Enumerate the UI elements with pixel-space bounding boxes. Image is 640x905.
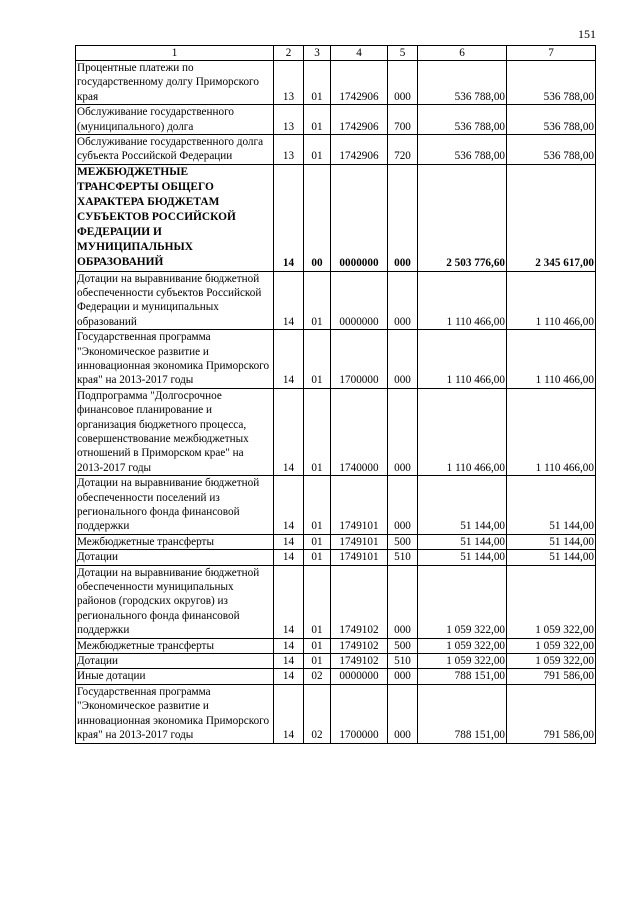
column-header: 3 [304,46,331,61]
column-header: 2 [274,46,304,61]
row-section: 14 [274,550,304,565]
row-subsection: 01 [304,654,331,669]
row-section: 14 [274,565,304,638]
row-name: Дотации на выравнивание бюджетной обеспеченности муниципальных районов (городских округов) из регионального фонда финансовой поддержки [76,565,274,638]
column-header: 4 [331,46,388,61]
row-amount-year-1: 1 059 322,00 [418,654,507,669]
row-name: Межбюджетные трансферты [76,638,274,653]
row-expense-type: 000 [388,330,418,389]
row-section: 14 [274,534,304,549]
row-name: Дотации на выравнивание бюджетной обеспеченности поселений из регионального фонда финансовой поддержки [76,476,274,535]
row-amount-year-2: 1 110 466,00 [507,388,596,475]
row-amount-year-2: 1 059 322,00 [507,654,596,669]
table-row [76,534,596,549]
row-subsection: 01 [304,534,331,549]
row-expense-type: 510 [388,654,418,669]
table-row [76,654,596,669]
column-header: 7 [507,46,596,61]
row-expense-type: 000 [388,684,418,743]
row-subsection: 01 [304,476,331,535]
row-subsection: 01 [304,135,331,165]
table-row [76,550,596,565]
row-target-article: 1742906 [331,135,388,165]
row-section: 14 [274,330,304,389]
row-name: Подпрограмма "Долгосрочное финансовое планирование и организация бюджетного процесса, совершенствование межбюджетных отношений в Приморском крае" на 2013-2017 годы [76,388,274,475]
row-target-article: 1749101 [331,476,388,535]
row-expense-type: 000 [388,388,418,475]
column-header: 6 [418,46,507,61]
row-section: 13 [274,135,304,165]
row-amount-year-1: 51 144,00 [418,550,507,565]
row-subsection: 00 [304,164,331,271]
table-row [76,565,596,638]
row-amount-year-1: 2 503 776,60 [418,164,507,271]
row-amount-year-2: 536 788,00 [507,105,596,135]
row-name: Дотации на выравнивание бюджетной обеспеченности субъектов Российской Федерации и муниципальных образований [76,271,274,330]
row-expense-type: 000 [388,565,418,638]
row-expense-type: 000 [388,669,418,684]
row-target-article: 1749102 [331,565,388,638]
table-row [76,135,596,165]
row-expense-type: 500 [388,638,418,653]
row-expense-type: 000 [388,476,418,535]
row-target-article: 1700000 [331,684,388,743]
row-section: 14 [274,654,304,669]
row-amount-year-2: 791 586,00 [507,684,596,743]
row-expense-type: 510 [388,550,418,565]
row-target-article: 0000000 [331,164,388,271]
row-subsection: 02 [304,684,331,743]
row-expense-type: 000 [388,164,418,271]
column-header: 1 [76,46,274,61]
row-subsection: 02 [304,669,331,684]
table-row [76,388,596,475]
row-amount-year-2: 536 788,00 [507,61,596,105]
row-expense-type: 000 [388,61,418,105]
row-target-article: 1700000 [331,330,388,389]
row-amount-year-2: 1 059 322,00 [507,638,596,653]
row-target-article: 1749101 [331,550,388,565]
table-row [76,669,596,684]
row-amount-year-2: 51 144,00 [507,476,596,535]
row-amount-year-2: 1 110 466,00 [507,330,596,389]
row-expense-type: 720 [388,135,418,165]
row-target-article: 1742906 [331,105,388,135]
table-row [76,271,596,330]
row-name: Межбюджетные трансферты [76,534,274,549]
row-name: Иные дотации [76,669,274,684]
row-amount-year-1: 1 059 322,00 [418,638,507,653]
row-name: Государственная программа "Экономическое развитие и инновационная экономика Приморского края" на 2013-2017 годы [76,684,274,743]
row-amount-year-1: 51 144,00 [418,534,507,549]
table-row [76,330,596,389]
row-section: 14 [274,388,304,475]
row-target-article: 1742906 [331,61,388,105]
row-section: 14 [274,476,304,535]
table-row [76,638,596,653]
row-subsection: 01 [304,105,331,135]
row-amount-year-1: 788 151,00 [418,669,507,684]
row-amount-year-2: 536 788,00 [507,135,596,165]
row-amount-year-2: 1 059 322,00 [507,565,596,638]
row-amount-year-2: 1 110 466,00 [507,271,596,330]
table-header-row [76,46,596,61]
table-row [76,164,596,271]
row-amount-year-1: 536 788,00 [418,105,507,135]
row-subsection: 01 [304,61,331,105]
row-section: 13 [274,61,304,105]
row-target-article: 1740000 [331,388,388,475]
table-row [76,476,596,535]
row-section: 14 [274,684,304,743]
row-expense-type: 500 [388,534,418,549]
row-subsection: 01 [304,271,331,330]
row-target-article: 1749101 [331,534,388,549]
row-target-article: 1749102 [331,638,388,653]
row-expense-type: 000 [388,271,418,330]
row-subsection: 01 [304,550,331,565]
row-target-article: 0000000 [331,669,388,684]
row-amount-year-1: 788 151,00 [418,684,507,743]
row-section: 13 [274,105,304,135]
row-name: Процентные платежи по государственному долгу Приморского края [76,61,274,105]
row-amount-year-1: 1 110 466,00 [418,271,507,330]
row-amount-year-2: 51 144,00 [507,534,596,549]
row-amount-year-1: 51 144,00 [418,476,507,535]
row-name: Государственная программа "Экономическое развитие и инновационная экономика Приморского края" на 2013-2017 годы [76,330,274,389]
row-amount-year-2: 2 345 617,00 [507,164,596,271]
row-name: Дотации [76,654,274,669]
row-section: 14 [274,638,304,653]
table-row [76,61,596,105]
column-header: 5 [388,46,418,61]
row-name: Дотации [76,550,274,565]
page-number: 151 [578,27,596,41]
row-amount-year-1: 536 788,00 [418,61,507,105]
table-row [76,684,596,743]
row-expense-type: 700 [388,105,418,135]
row-amount-year-1: 1 059 322,00 [418,565,507,638]
row-subsection: 01 [304,638,331,653]
row-amount-year-2: 51 144,00 [507,550,596,565]
row-target-article: 0000000 [331,271,388,330]
row-section: 14 [274,271,304,330]
row-target-article: 1749102 [331,654,388,669]
table-row [76,105,596,135]
row-subsection: 01 [304,330,331,389]
row-name: Обслуживание государственного долга субъекта Российской Федерации [76,135,274,165]
row-section: 14 [274,164,304,271]
row-amount-year-2: 791 586,00 [507,669,596,684]
row-name: МЕЖБЮДЖЕТНЫЕ ТРАНСФЕРТЫ ОБЩЕГО ХАРАКТЕРА БЮДЖЕТАМ СУБЪЕКТОВ РОССИЙСКОЙ ФЕДЕРАЦИИ И МУНИЦИПАЛЬНЫХ ОБРАЗОВАНИЙ [76,164,274,271]
row-subsection: 01 [304,388,331,475]
row-name: Обслуживание государственного (муниципального) долга [76,105,274,135]
row-amount-year-1: 1 110 466,00 [418,388,507,475]
row-amount-year-1: 1 110 466,00 [418,330,507,389]
budget-table [75,45,596,744]
row-amount-year-1: 536 788,00 [418,135,507,165]
row-subsection: 01 [304,565,331,638]
row-section: 14 [274,669,304,684]
